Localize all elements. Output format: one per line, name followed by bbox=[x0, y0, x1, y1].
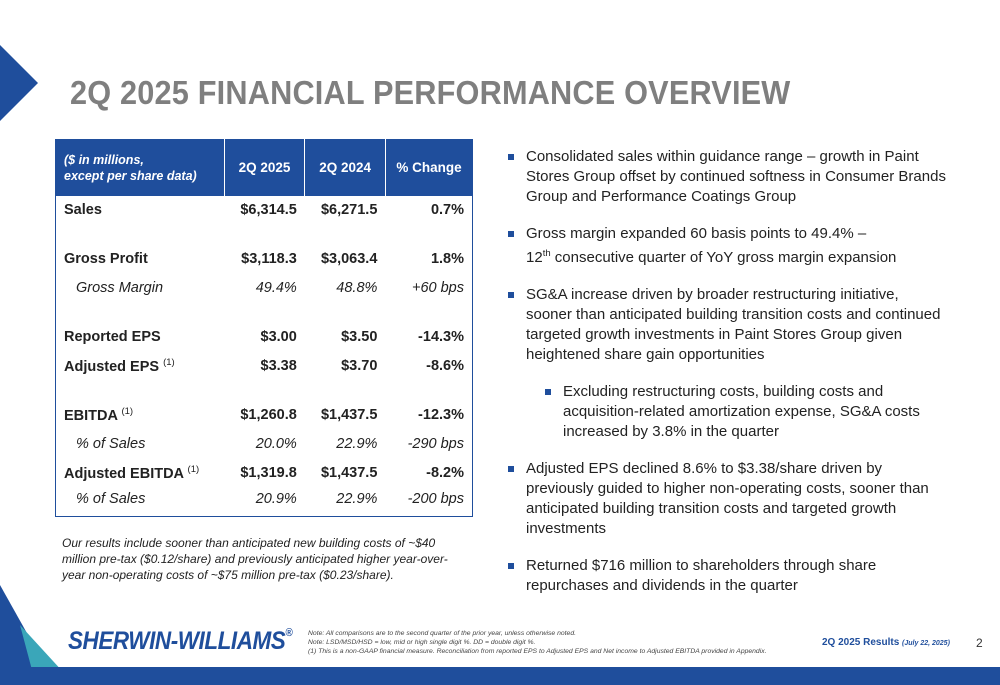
bullet-shareholder-returns: Returned $716 million to shareholders through share repurchases and dividends in the quarter bbox=[508, 556, 948, 596]
row-label-cell bbox=[56, 459, 225, 488]
cell-2q2024: $1,437.5 bbox=[320, 407, 378, 423]
cell-change: +60 bps bbox=[411, 280, 464, 296]
cell-2q2024: $3,063.4 bbox=[320, 251, 378, 267]
footer-date: (July 22, 2025) bbox=[902, 640, 950, 647]
note-line: Note: LSD/MSD/HSD = low, mid or high single digit %. DD = double digit %. bbox=[308, 639, 536, 646]
decorative-top-triangle bbox=[0, 45, 38, 121]
cell-2q2024: 22.9% bbox=[336, 490, 378, 507]
cell-change: -8.6% bbox=[426, 358, 464, 374]
cell-2q2025: $3.38 bbox=[260, 358, 297, 374]
footer-title bbox=[822, 637, 950, 648]
bullet-adjusted-eps: Adjusted EPS declined 8.6% to $3.38/share driven by previously guided to higher non-operating costs, sooner than anticipated building transition costs and targeted growth investments bbox=[508, 459, 948, 539]
row-label: Reported EPS bbox=[64, 329, 161, 345]
table-row-adjusted-ebitda bbox=[56, 459, 473, 488]
logo-text: SHERWIN-WILLIAMS bbox=[68, 627, 286, 655]
company-logo bbox=[68, 627, 292, 656]
table-spacer bbox=[56, 381, 473, 401]
cell-change: -8.2% bbox=[426, 465, 464, 481]
table-row-adjusted-ebitda-pct bbox=[56, 488, 473, 517]
cell-2q2024: 22.9% bbox=[336, 436, 378, 452]
cell-change: -12.3% bbox=[418, 407, 464, 423]
table-spacer bbox=[56, 225, 473, 245]
cell-change: -290 bps bbox=[407, 436, 464, 452]
cell-2q2024: $3.70 bbox=[341, 358, 378, 374]
page-number: 2 bbox=[976, 636, 983, 650]
bullet-text: 12 bbox=[526, 249, 543, 266]
footer-notes bbox=[308, 629, 768, 656]
cell-change: -14.3% bbox=[418, 329, 464, 345]
cell-change: 0.7% bbox=[430, 202, 464, 218]
financial-table bbox=[55, 139, 473, 517]
col-header-change: % Change bbox=[385, 140, 472, 196]
cell-change: 1.8% bbox=[430, 251, 464, 267]
row-label: Adjusted EBITDA bbox=[64, 465, 184, 482]
bullet-sga-increase: SG&A increase driven by broader restructuring initiative, sooner than anticipated building transition costs and continued targeted growth investments in Paint Stores Group given heightened share gain opportunities bbox=[508, 285, 948, 365]
row-label: Gross Margin bbox=[76, 280, 164, 296]
cell-change: -200 bps bbox=[407, 490, 464, 507]
cell-2q2024: 48.8% bbox=[336, 280, 378, 296]
table-header-note: ($ in millions, except per share data) bbox=[56, 140, 225, 196]
table-row-ebitda bbox=[56, 401, 473, 430]
row-label: EBITDA bbox=[64, 407, 118, 424]
table-header-row bbox=[56, 140, 473, 196]
note-line: (1) This is a non-GAAP financial measure. Reconciliation from reported EPS to Adjusted EPS and Net income to Adjusted EBITDA provided in Appendix. bbox=[308, 648, 767, 655]
table-row-reported-eps bbox=[56, 323, 473, 352]
cell-2q2025: $3.00 bbox=[260, 329, 297, 345]
footnote-marker: (1) bbox=[121, 406, 134, 418]
bullet-list bbox=[508, 147, 948, 613]
cell-2q2024: $1,437.5 bbox=[320, 465, 378, 481]
row-label-cell bbox=[56, 401, 225, 430]
table-row-gross-margin bbox=[56, 274, 473, 303]
registered-mark: ® bbox=[285, 627, 293, 639]
ordinal-suffix: th bbox=[542, 248, 551, 259]
note-line: Note: All comparisons are to the second quarter of the prior year, unless otherwise noted. bbox=[308, 630, 576, 637]
bullet-gross-margin bbox=[508, 224, 948, 268]
bullet-text: Gross margin expanded 60 basis points to 49.4% – bbox=[526, 225, 867, 242]
footer-title-text: 2Q 2025 Results bbox=[822, 637, 900, 648]
table-row-gross-profit bbox=[56, 245, 473, 274]
cell-2q2025: 20.0% bbox=[255, 436, 297, 452]
row-label-cell bbox=[56, 352, 225, 381]
footer-bar bbox=[0, 667, 1000, 685]
bullet-text: consecutive quarter of YoY gross margin expansion bbox=[554, 249, 897, 266]
results-footnote: Our results include sooner than anticipated new building costs of ~$40 million pre-tax ($0.12/share) and previously anticipated higher year-over-year non-operating costs of ~$75 million pre-tax ($0.23/share). bbox=[62, 536, 448, 582]
cell-2q2024: $6,271.5 bbox=[320, 202, 378, 218]
row-label: Gross Profit bbox=[64, 251, 148, 267]
cell-2q2025: $1,319.8 bbox=[240, 465, 297, 481]
row-label: % of Sales bbox=[76, 436, 146, 452]
bullet-consolidated-sales: Consolidated sales within guidance range – growth in Paint Stores Group offset by continued softness in Consumer Brands Group and Performance Coatings Group bbox=[508, 147, 948, 207]
footnote-marker: (1) bbox=[187, 464, 200, 476]
footnote-marker: (1) bbox=[163, 357, 175, 369]
row-label: Sales bbox=[64, 202, 102, 218]
col-header-2q2024: 2Q 2024 bbox=[305, 140, 386, 196]
col-header-2q2025: 2Q 2025 bbox=[224, 140, 305, 196]
table-row-adjusted-eps bbox=[56, 352, 473, 381]
row-label: % of Sales bbox=[76, 490, 146, 507]
cell-2q2025: 49.4% bbox=[255, 280, 297, 296]
cell-2q2024: $3.50 bbox=[341, 329, 378, 345]
row-label: Adjusted EPS bbox=[64, 358, 160, 375]
sub-bullet-excluding-costs: Excluding restructuring costs, building costs and acquisition-related amortization expense, SG&A costs increased by 3.8% in the quarter bbox=[545, 382, 948, 442]
cell-2q2025: $6,314.5 bbox=[240, 202, 297, 218]
cell-2q2025: $3,118.3 bbox=[241, 251, 297, 267]
table-row-sales bbox=[56, 196, 473, 225]
page-title: 2Q 2025 FINANCIAL PERFORMANCE OVERVIEW bbox=[70, 74, 791, 111]
table-spacer bbox=[56, 303, 473, 323]
cell-2q2025: $1,260.8 bbox=[240, 407, 297, 423]
cell-2q2025: 20.9% bbox=[255, 490, 297, 507]
table-row-ebitda-pct bbox=[56, 430, 473, 459]
